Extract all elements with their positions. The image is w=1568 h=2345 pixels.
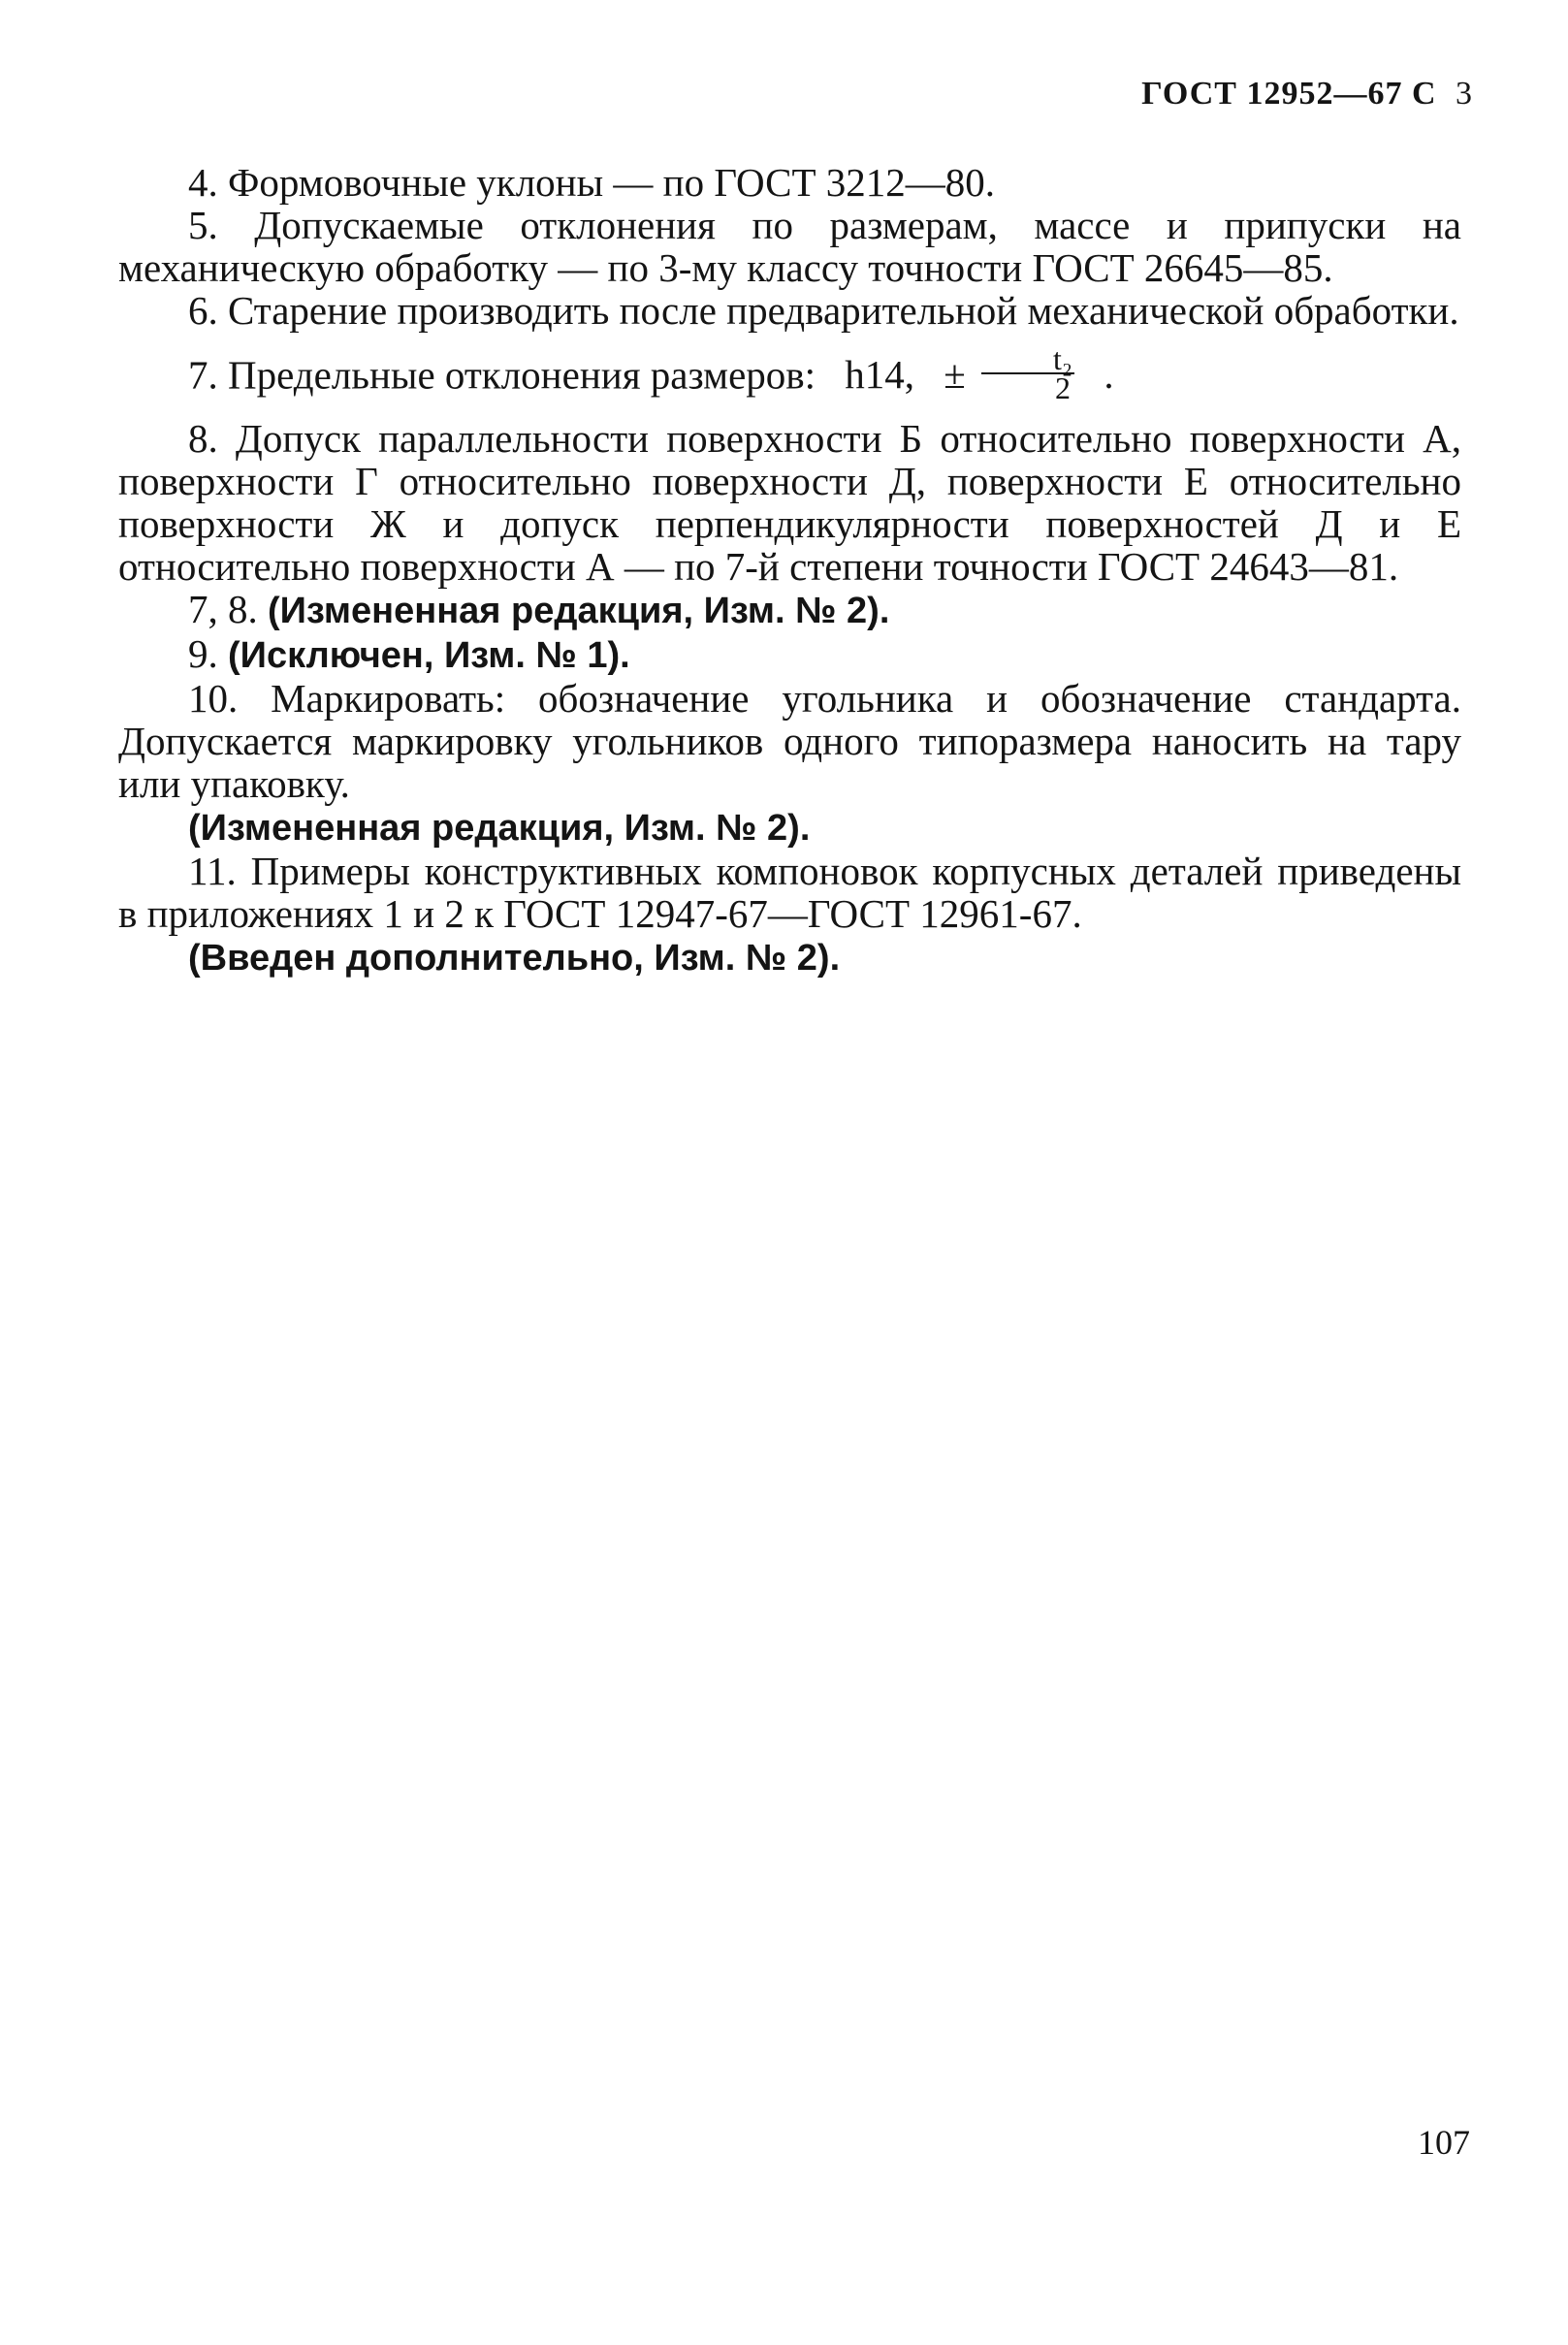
amendment-note-7-8 <box>118 588 1461 632</box>
fraction-denominator: 2 <box>1055 370 1072 405</box>
clause-7-text: 7. Предельные отклонения размеров: <box>188 352 816 398</box>
standard-designation: ГОСТ 12952—67 С <box>1141 76 1437 112</box>
amendment-note-10 <box>118 805 1461 850</box>
clause-9 <box>118 632 1461 677</box>
clause-11: 11. Примеры конструктивных компоновок корпусных деталей приведены в приложениях 1 и 2 к ГОСТ 12947-67—ГОСТ 12961-67. <box>118 849 1461 936</box>
plus-minus-sign: ± <box>944 352 966 398</box>
amendment-note-7-8-text: (Измененная редакция, Изм. № 2). <box>268 591 890 631</box>
fraction-numerator: t₂ <box>981 345 1074 374</box>
clause-7-end: . <box>1104 352 1114 398</box>
page-header <box>1141 76 1473 112</box>
clause-5: 5. Допускаемые отклонения по размерам, массе и припуски на механическую обработку — по 3-му классу точности ГОСТ 26645—85. <box>118 203 1461 290</box>
clause-9-prefix: 9. <box>188 631 218 676</box>
document-body <box>118 161 1461 980</box>
amendment-note-11 <box>118 935 1461 980</box>
clause-7 <box>118 341 1461 407</box>
amendment-note-10-text: (Измененная редакция, Изм. № 2). <box>188 808 811 849</box>
clause-8: 8. Допуск параллельности поверхности Б относительно поверхности А, поверхности Г относительно поверхности Д, поверхности Е относительно поверхности Ж и допуск перпендикулярности поверхностей Д и Е относительно поверхности А — по 7-й степени точности ГОСТ 24643—81. <box>118 416 1461 589</box>
amendment-note-7-8-prefix: 7, 8. <box>188 587 258 631</box>
tolerance-fraction <box>981 341 1074 405</box>
clause-4: 4. Формовочные уклоны — по ГОСТ 3212—80. <box>188 160 996 205</box>
header-page-number: 3 <box>1456 76 1473 112</box>
clause-10: 10. Маркировать: обозначение угольника и обозначение стандарта. Допускается маркировку угольников одного типоразмера наносить на тару или упаковку. <box>118 676 1461 806</box>
page-number: 107 <box>1418 2123 1470 2162</box>
clause-7-value: h14, <box>845 352 915 398</box>
amendment-note-11-text: (Введен дополнительно, Изм. № 2). <box>188 938 841 979</box>
clause-9-text: (Исключен, Изм. № 1). <box>228 635 630 676</box>
clause-6: 6. Старение производить после предварительной механической обработки. <box>188 288 1459 333</box>
